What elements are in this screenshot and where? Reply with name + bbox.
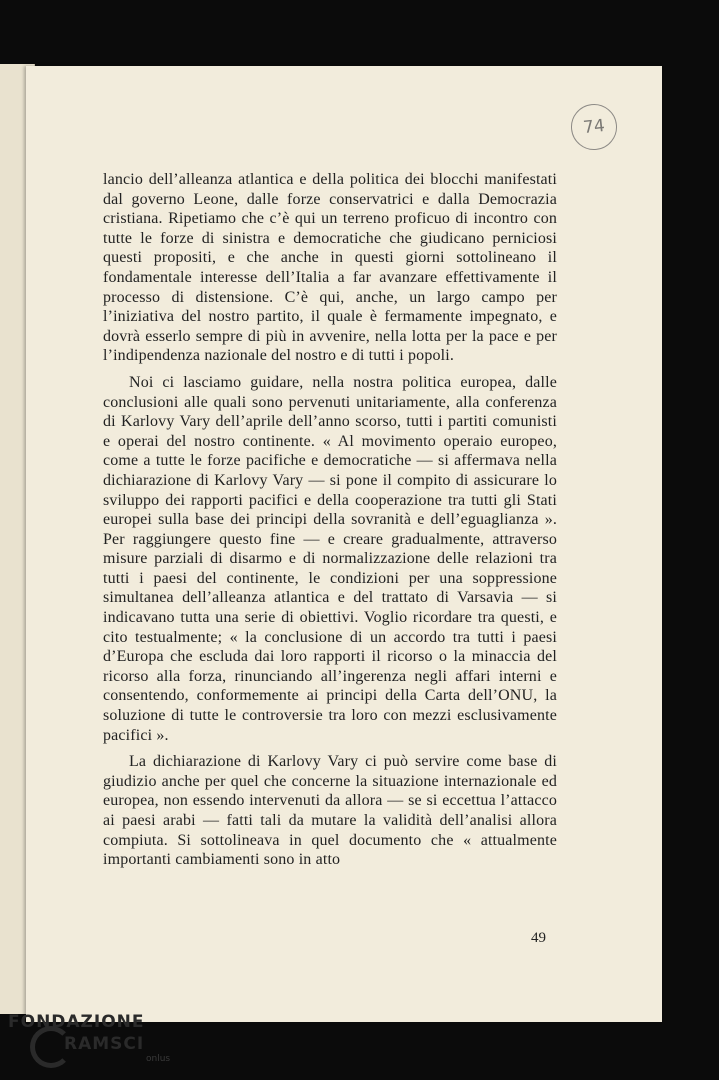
book-page [26, 66, 662, 1022]
paragraph-2: Noi ci lasciamo guidare, nella nostra politica europea, dalle conclusioni alle quali sono pervenuti unitariamente, alla conferenza di Karlovy Vary dell’aprile dell’anno scorso, tutti i partiti comunisti e operai del nostro continente. « Al movimento operaio europeo, come a tutte le forze pacifiche e democratiche — si affermava nella dichiarazione di Karlovy Vary — si pone il compito di assicurare lo sviluppo dei rapporti pacifici e della cooperazione tra tutti gli Stati europei sulla base dei principi della sovranità e dell’eguaglianza ». Per raggiungere questo fine — e creare gradualmente, attraverso misure parziali di disarmo e di normalizzazione delle relazioni tra tutti i paesi del continente, le condizioni per una soppressione simultanea dell’alleanza atlantica e del trattato di Varsavia — si indicavano tutta una serie di obiettivi. Voglio ricordare tra questi, e cito testualmente; « la conclusione di un accordo tra tutti i paesi d’Europa che escluda dai loro rapporti il ricorso o la minaccia del ricorso alla forza, rinunciando all’ingerenza negli affari interni e consentendo, conformemente ai principi della Carta dell’ONU, la soluzione di tutte le controversie tra loro con mezzi esclusivamente pacifici ». [103, 373, 557, 744]
paragraph-1: lancio dell’alleanza atlantica e della politica dei blocchi manifestati dal governo Leone, dalle forze conservatrici e dalla Democrazia cristiana. Ripetiamo che c’è qui un terreno proficuo di incontro con tutte le forze di sinistra e democratiche che giudicano perniciosi questi propositi, e che anche in questi giorni sottolineano il fondamentale interesse dell’Italia a far avanzare effettivamente il processo di distensione. C’è qui, anche, un largo campo per l’iniziativa del nostro partito, il quale è fermamente impegnato, e dovrà esserlo sempre di più in avvenire, nella lotta per la pace e per l’indipendenza nazionale del nostro e di tutti i popoli. [103, 171, 557, 365]
body-text [103, 170, 557, 877]
fondazione-gramsci-watermark [8, 1010, 188, 1076]
paragraph-3: La dichiarazione di Karlovy Vary ci può servire come base di giudizio anche per quel che concerne la situazione internazionale ed europea, non essendo intervenuti da allora — se si eccettua l’attacco ai paesi arabi — fatti tali da mutare la validità dell’analisi allora compiuta. Si sottolineava in quel documento che « attualmente importanti cambiamenti sono in atto [103, 753, 557, 869]
watermark-line-2: RAMSCI [64, 1034, 145, 1054]
page-number: 49 [531, 930, 546, 946]
handwritten-folio-stamp: 74 [569, 102, 620, 153]
watermark-line-1: FONDAZIONE [8, 1012, 145, 1032]
watermark-onlus: onlus [146, 1054, 171, 1064]
